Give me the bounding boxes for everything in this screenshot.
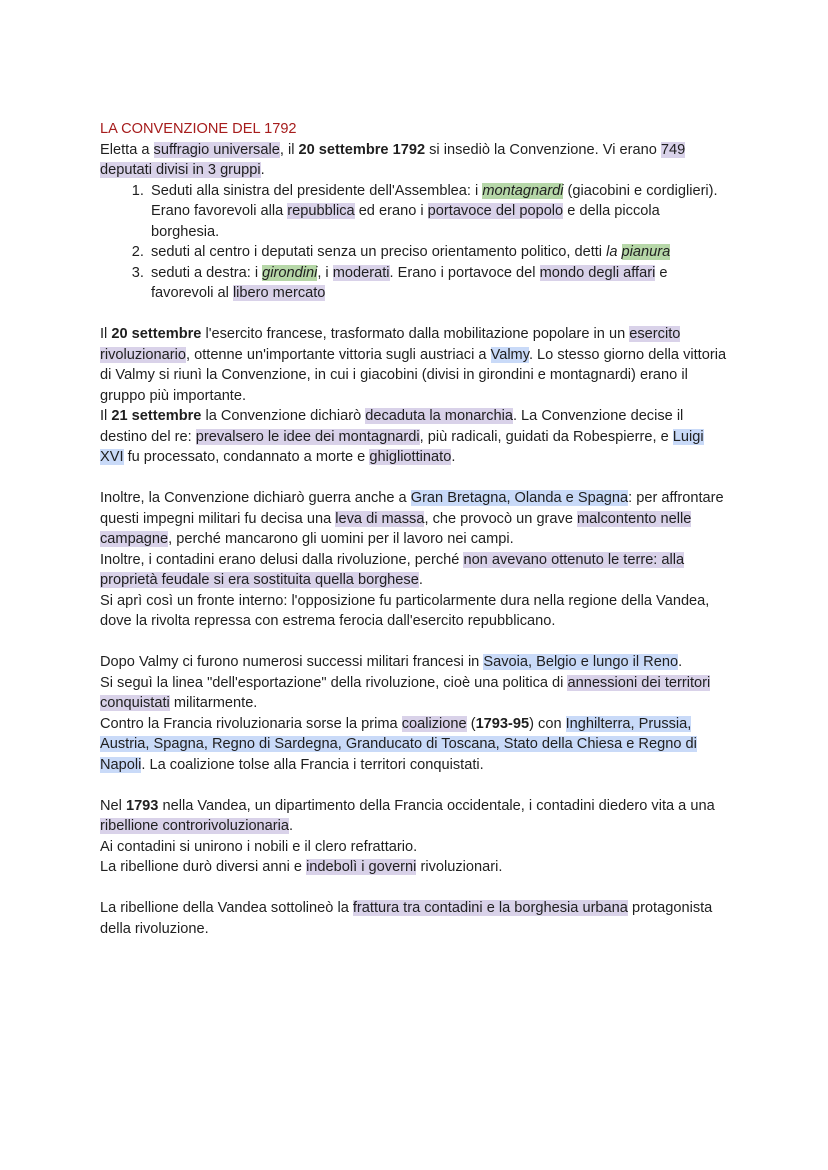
text-run: protagonista della rivoluzione. — [100, 900, 713, 937]
paragraph — [100, 406, 730, 468]
highlighted-text: 749 deputati divisi in 3 gruppi — [100, 141, 686, 178]
group-item-right — [148, 263, 730, 304]
highlighted-text: suffragio universale — [153, 141, 280, 158]
paragraph — [100, 324, 730, 406]
highlighted-text: repubblica — [287, 203, 355, 219]
text-run: Dopo Valmy ci furono numerosi successi militari francesi in — [100, 654, 484, 670]
text-run: ed erano i — [354, 203, 428, 219]
text-run: . Erano i portavoce del — [389, 264, 540, 281]
text-run: , che provocò un grave — [424, 510, 577, 527]
paragraph-spacer — [100, 775, 730, 796]
text-run: Inoltre, i contadini erano delusi dalla rivoluzione, perché — [100, 551, 464, 568]
text-run: ( — [466, 715, 476, 732]
highlighted-text: malcontento nelle campagne — [100, 510, 692, 547]
highlighted-text: pianura — [621, 244, 671, 260]
text-run: , perché mancarono gli uomini per il lavoro nei campi. — [168, 531, 514, 547]
highlighted-text: mondo degli affari — [539, 264, 656, 281]
text-run: . La coalizione tolse alla Francia i territori conquistati. — [141, 756, 484, 773]
highlighted-text: montagnardi — [482, 182, 564, 199]
highlighted-text: ribellione controrivoluzionaria — [100, 818, 290, 834]
highlighted-text: leva di massa — [335, 510, 425, 527]
paragraph — [100, 857, 730, 878]
highlighted-text: esercito rivoluzionario — [100, 326, 681, 363]
paragraph — [100, 591, 730, 632]
text-run: Eletta a — [100, 141, 154, 158]
highlighted-text: coalizione — [401, 715, 467, 732]
highlighted-text: decaduta la monarchia — [365, 408, 513, 424]
highlighted-text: girondini — [262, 264, 318, 281]
group-item-left — [148, 181, 730, 243]
text-run: . — [678, 654, 683, 670]
paragraph — [100, 488, 730, 550]
text-run: la — [606, 244, 622, 260]
text-run: Inoltre, la Convenzione dichiarò guerra anche a — [100, 490, 411, 506]
text-run: : per affrontare questi impegni militari fu decisa una — [100, 490, 724, 527]
paragraph-blocks — [100, 304, 730, 940]
text-run: e della piccola borghesia. — [151, 203, 660, 240]
text-run: si insediò la Convenzione. Vi erano — [425, 141, 661, 158]
paragraph-spacer — [100, 878, 730, 899]
text-run: l'esercito francese, trasformato dalla mobilitazione popolare in un — [201, 326, 630, 342]
text-run: Nel — [100, 797, 126, 814]
highlighted-text: frattura tra contadini e la borghesia urbana — [352, 900, 628, 916]
highlighted-text: ghigliottinato — [369, 449, 452, 465]
text-run: la Convenzione dichiarò — [201, 408, 366, 424]
highlighted-text: annessioni dei territori conquistati — [100, 674, 711, 711]
text-run: . — [418, 572, 423, 588]
text-run: fu processato, condannato a morte e — [123, 449, 370, 465]
highlighted-text: prevalsero le idee dei montagnardi — [195, 428, 420, 445]
text-run: Ai contadini si unirono i nobili e il clero refrattario. — [100, 838, 418, 855]
text-run: . — [451, 449, 456, 465]
text-run: . Lo stesso giorno della vittoria di Valmy si riunì la Convenzione, in cui i giacobini (divisi in girondini e montagnardi) erano il gruppo più importante. — [100, 346, 727, 404]
text-run: . La Convenzione decise il destino del re: — [100, 408, 684, 445]
text-run: (giacobini e cordiglieri). Erano favorevoli alla — [151, 182, 718, 219]
text-run: La ribellione durò diversi anni e — [100, 859, 307, 875]
text-run: Si aprì così un fronte interno: l'opposizione fu particolarmente dura nella regione della Vandea, dove la rivolta repressa con estrema ferocia dall'esercito repubblicano. — [100, 592, 710, 629]
paragraph — [100, 550, 730, 591]
text-run: e favorevoli al — [151, 264, 668, 301]
intro-paragraph — [100, 140, 730, 181]
paragraph — [100, 652, 730, 673]
text-run: . — [289, 818, 294, 834]
text-run: rivoluzionari. — [416, 859, 503, 875]
highlighted-text: Savoia, Belgio e lungo il Reno — [483, 654, 679, 670]
highlighted-text: portavoce del popolo — [427, 203, 564, 219]
text-run: militarmente. — [169, 695, 258, 711]
paragraph — [100, 673, 730, 714]
text-run: nella Vandea, un dipartimento della Francia occidentale, i contadini diedero vita a una — [158, 797, 715, 814]
paragraph — [100, 714, 730, 776]
paragraph — [100, 837, 730, 858]
text-run: ) con — [529, 715, 566, 732]
bold-text: 20 settembre — [111, 326, 202, 342]
paragraph-spacer — [100, 632, 730, 653]
text-run: Contro la Francia rivoluzionaria sorse la prima — [100, 715, 402, 732]
text-run: . — [260, 162, 265, 178]
text-run: , i — [317, 264, 333, 281]
highlighted-text: Valmy — [490, 346, 529, 363]
text-run: , più radicali, guidati da Robespierre, e — [419, 428, 673, 445]
paragraph-spacer — [100, 304, 730, 325]
groups-list — [100, 181, 730, 304]
text-run: seduti al centro i deputati senza un preciso orientamento politico, detti — [151, 244, 607, 260]
bold-text: 1793 — [125, 797, 159, 814]
document-body — [100, 119, 730, 939]
document-title: LA CONVENZIONE DEL 1792 — [100, 121, 297, 137]
text-run: Il — [100, 326, 112, 342]
paragraph — [100, 796, 730, 837]
text-run: seduti a destra: i — [151, 264, 263, 281]
highlighted-text: non avevano ottenuto le terre: alla proprietà feudale si era sostituita quella borghese — [100, 551, 685, 588]
bold-text: 20 settembre 1792 — [298, 141, 426, 158]
paragraph — [100, 898, 730, 939]
highlighted-text: Gran Bretagna, Olanda e Spagna — [410, 490, 629, 506]
highlighted-text: moderati — [332, 264, 390, 281]
text-run: Il — [100, 408, 112, 424]
bold-text: 21 settembre — [111, 408, 202, 424]
group-item-center — [148, 242, 730, 263]
highlighted-text: Inghilterra, Prussia, Austria, Spagna, Regno di Sardegna, Granducato di Toscana, Stato della Chiesa e Regno di Napoli — [100, 715, 697, 773]
text-run: La ribellione della Vandea sottolineò la — [100, 900, 353, 916]
text-run: , il — [279, 141, 299, 158]
text-run: Seduti alla sinistra del presidente dell'Assemblea: i — [151, 182, 483, 199]
highlighted-text: libero mercato — [232, 285, 326, 301]
highlighted-text: indebolì i governi — [306, 859, 417, 875]
text-run: Si seguì la linea "dell'esportazione" della rivoluzione, cioè una politica di — [100, 674, 568, 691]
highlighted-text: Luigi XVI — [100, 428, 704, 465]
bold-text: 1793-95 — [475, 715, 530, 732]
paragraph-spacer — [100, 468, 730, 489]
text-run: , ottenne un'importante vittoria sugli austriaci a — [185, 346, 491, 363]
